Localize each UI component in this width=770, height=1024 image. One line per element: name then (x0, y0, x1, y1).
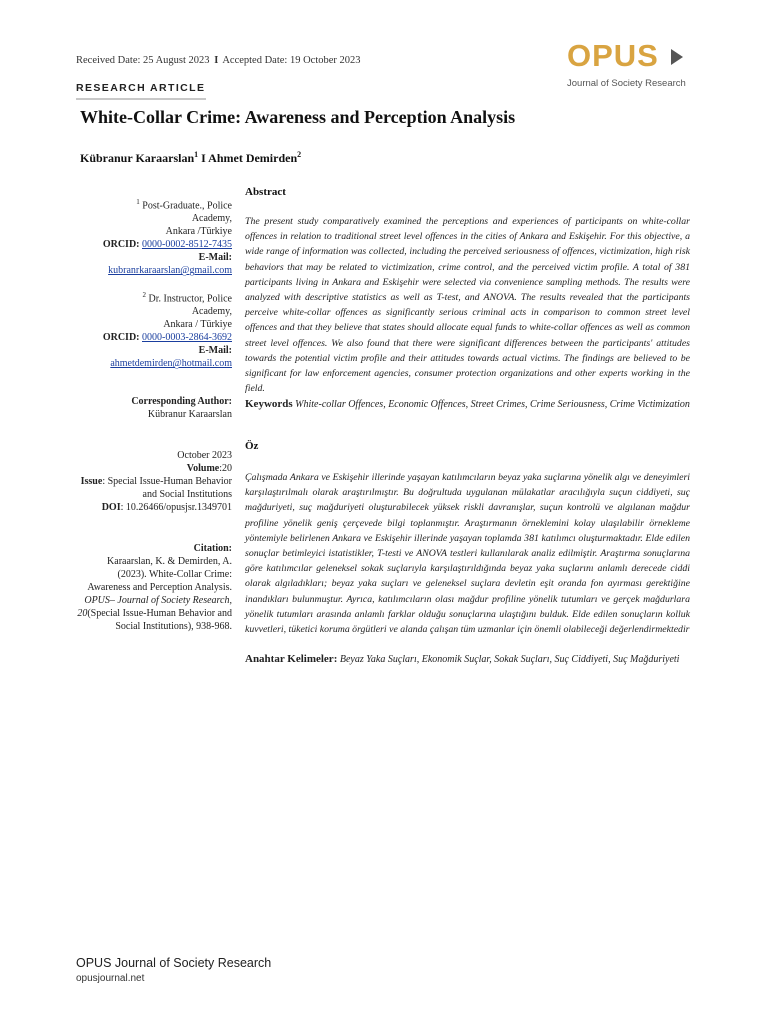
publication-meta (76, 449, 232, 514)
received-date: Received Date: 25 August 2023 (76, 55, 210, 66)
author-2-sup: 2 (297, 150, 302, 159)
email-2-label: E-Mail: (198, 345, 232, 357)
affiliation-1-line1: Post-Graduate., Police (142, 200, 232, 212)
corresponding-author (76, 395, 232, 421)
doi-label: DOI (101, 502, 121, 513)
email-1-label: E-Mail: (198, 252, 232, 264)
volume-value: :20 (219, 463, 232, 474)
issue-value: : Special Issue-Human Behavior and Social Institutions (102, 476, 232, 500)
anahtar-kelimeler-line: Anahtar Kelimeler: Beyaz Yaka Suçları, Ekonomik Suçlar, Sokak Suçları, Suç Ciddiyeti, Suç Mağduriyeti (245, 653, 680, 665)
citation-text: Karaarslan, K. & Demirden, A. (2023). White-Collar Crime: Awareness and Perception Analysis. (87, 556, 232, 593)
article-title: White-Collar Crime: Awareness and Perception Analysis (80, 107, 516, 127)
email-2-link[interactable]: ahmetdemirden@hotmail.com (110, 358, 232, 370)
citation-label: Citation: (193, 543, 232, 554)
affiliation-2-line3: Ankara / Türkiye (163, 319, 232, 331)
anahtar-kelimeler-text: Beyaz Yaka Suçları, Ekonomik Suçlar, Sokak Suçları, Suç Ciddiyeti, Suç Mağduriyeti (339, 654, 680, 665)
article-type: RESEARCH ARTICLE (76, 82, 206, 94)
affiliation-1-line3: Ankara /Türkiye (165, 226, 232, 238)
orcid-2-label: ORCID: (102, 332, 140, 344)
citation-block (76, 542, 232, 633)
corresponding-name: Kübranur Karaarslan (147, 409, 232, 420)
affiliation-2 (76, 289, 232, 370)
logo-wordmark: OPUS (567, 38, 659, 73)
author-2-name: Ahmet Demirden (208, 151, 298, 165)
issue-label: Issue (80, 476, 103, 487)
footer-journal: OPUS Journal of Society Research (76, 956, 272, 970)
doi-value: : 10.26466/opusjsr.1349701 (120, 502, 232, 513)
journal-logo (567, 40, 687, 94)
abstract-text: The present study comparatively examined the perceptions and experiences of participants on white-collar offences in relation to traditional street level offences in the cities of Ankara and Eskişehir. For this objective, a wide range of information was collected, including the perceived seriousness of offences, victimization, high risk behaviors that may be related to victimization, crime control, and the perceived victim profile. A total of 381 participants living in Ankara and Eskişehir were selected via convenience sampling methods. The results were analyzed with descriptive statistics as well as T-test, and ANOVA. The results revealed that the participants perceive white-collar offences as significantly serious criminal acts in comparison to common street level offences and that they believe that states should allocate equal funds to white-collar offences as well as common street level offences. We also found that there were significant differences between the participants' attitudes towards the potential victim profile and their attitudes towards actual victims. The findings are believed to be significant for law enforcement agencies, consumer protection organizations and other experts working in the field. (245, 216, 690, 395)
affiliation-2-line2: Academy, (191, 306, 232, 318)
anahtar-kelimeler-label: Anahtar Kelimeler (245, 653, 334, 665)
affiliation-2-line1: Dr. Instructor, Police (148, 293, 232, 305)
citation-journal: OPUS– Journal of Society Research, 20 (77, 595, 232, 619)
email-1-link[interactable]: kubranrkaraarslan@gmail.com (108, 265, 232, 277)
accepted-date: Accepted Date: 19 October 2023 (222, 55, 361, 66)
footer-url[interactable]: opusjournal.net (76, 973, 145, 984)
keywords-line (245, 397, 690, 412)
keywords-label: Keywords (245, 398, 293, 410)
citation-rest: (Special Issue-Human Behavior and Social Institutions), 938-968. (87, 608, 232, 632)
author-1-sup: 1 (194, 150, 199, 159)
play-triangle-icon (671, 49, 683, 65)
orcid-2-link[interactable]: 0000-0003-2864-3692 (142, 332, 232, 344)
author-separator: I (201, 151, 206, 165)
volume-label: Volume (186, 463, 220, 474)
affiliation-2-sup: 2 (142, 291, 147, 299)
abstract-heading: Abstract (245, 186, 286, 198)
orcid-1-link[interactable]: 0000-0002-8512-7435 (142, 239, 232, 251)
author-1-name: Kübranur Karaarslan (80, 151, 195, 165)
affiliation-1-sup: 1 (136, 198, 140, 206)
oz-text: Çalışmada Ankara ve Eskişehir illerinde yaşayan katılımcıların beyaz yaka suçlarına yönelik algı ve deneyimleri karşılaştırılmalı olarak araştırılmıştır. Bu doğrultuda uygulanan mülakatlar aracılığıyla suçun ciddiyeti, suç mağduriyeti, suç mağduriyeti oluşturabilecek yüksek riskli davranışlar, suçun kontrolü ve algılanan mağdur profiline yönelik geniş çerçevede bilgi toplanmıştır. Araştırmanın örneklemini kolay ulaşılabilir örnekleme yöntemiyle belirlenen Ankara ve Eskişehir illerinde yaşayan toplamda 381 katılımcı oluşturmaktadır. Elde edilen sonuçlar betimleyici istatistikler, T-testi ve ANOVA testleri kullanılarak analiz edilmiştir. Araştırma sonuçlarına göre katılımcılar geleneksel sokak suçlarıyla karşılaştırıldığında beyaz yaka suçlarını anlamlı derecede ciddi olarak algıladıkları; beyaz yaka suçları ve geleneksel suçlara devletin eşit oranda fon ayırması gerektiğine inandıkları bulunmuştur. Ayrıca, katılımcıların olası mağdur profiline yönelik tutumları ve gerçek mağdurlara yönelik tutumları arasında anlamlı farklar olduğu sonuçlarına ulaştığını bulduk. Elde edilen sonuçların kolluk kuvvetleri, tüketici koruma örgütleri ve alanda çalışan tüm uzmanlar için önemli olabileceği değerlendirmektedir (245, 472, 690, 636)
affiliation-1-line2: Academy, (191, 213, 232, 225)
logo-subtitle: Journal of Society Research (567, 78, 686, 89)
affiliation-1 (76, 196, 232, 277)
corresponding-label: Corresponding Author: (131, 396, 232, 407)
orcid-1-label: ORCID: (102, 239, 140, 251)
oz-heading: Öz (245, 440, 259, 452)
article-type-underline (76, 98, 206, 100)
author-line (80, 150, 301, 166)
date-separator: I (214, 55, 219, 66)
keywords-text: White-collar Offences, Economic Offences, Street Crimes, Crime Seriousness, Crime Victimization (295, 399, 690, 410)
article-dates (76, 55, 361, 66)
publication-date: October 2023 (177, 450, 232, 461)
